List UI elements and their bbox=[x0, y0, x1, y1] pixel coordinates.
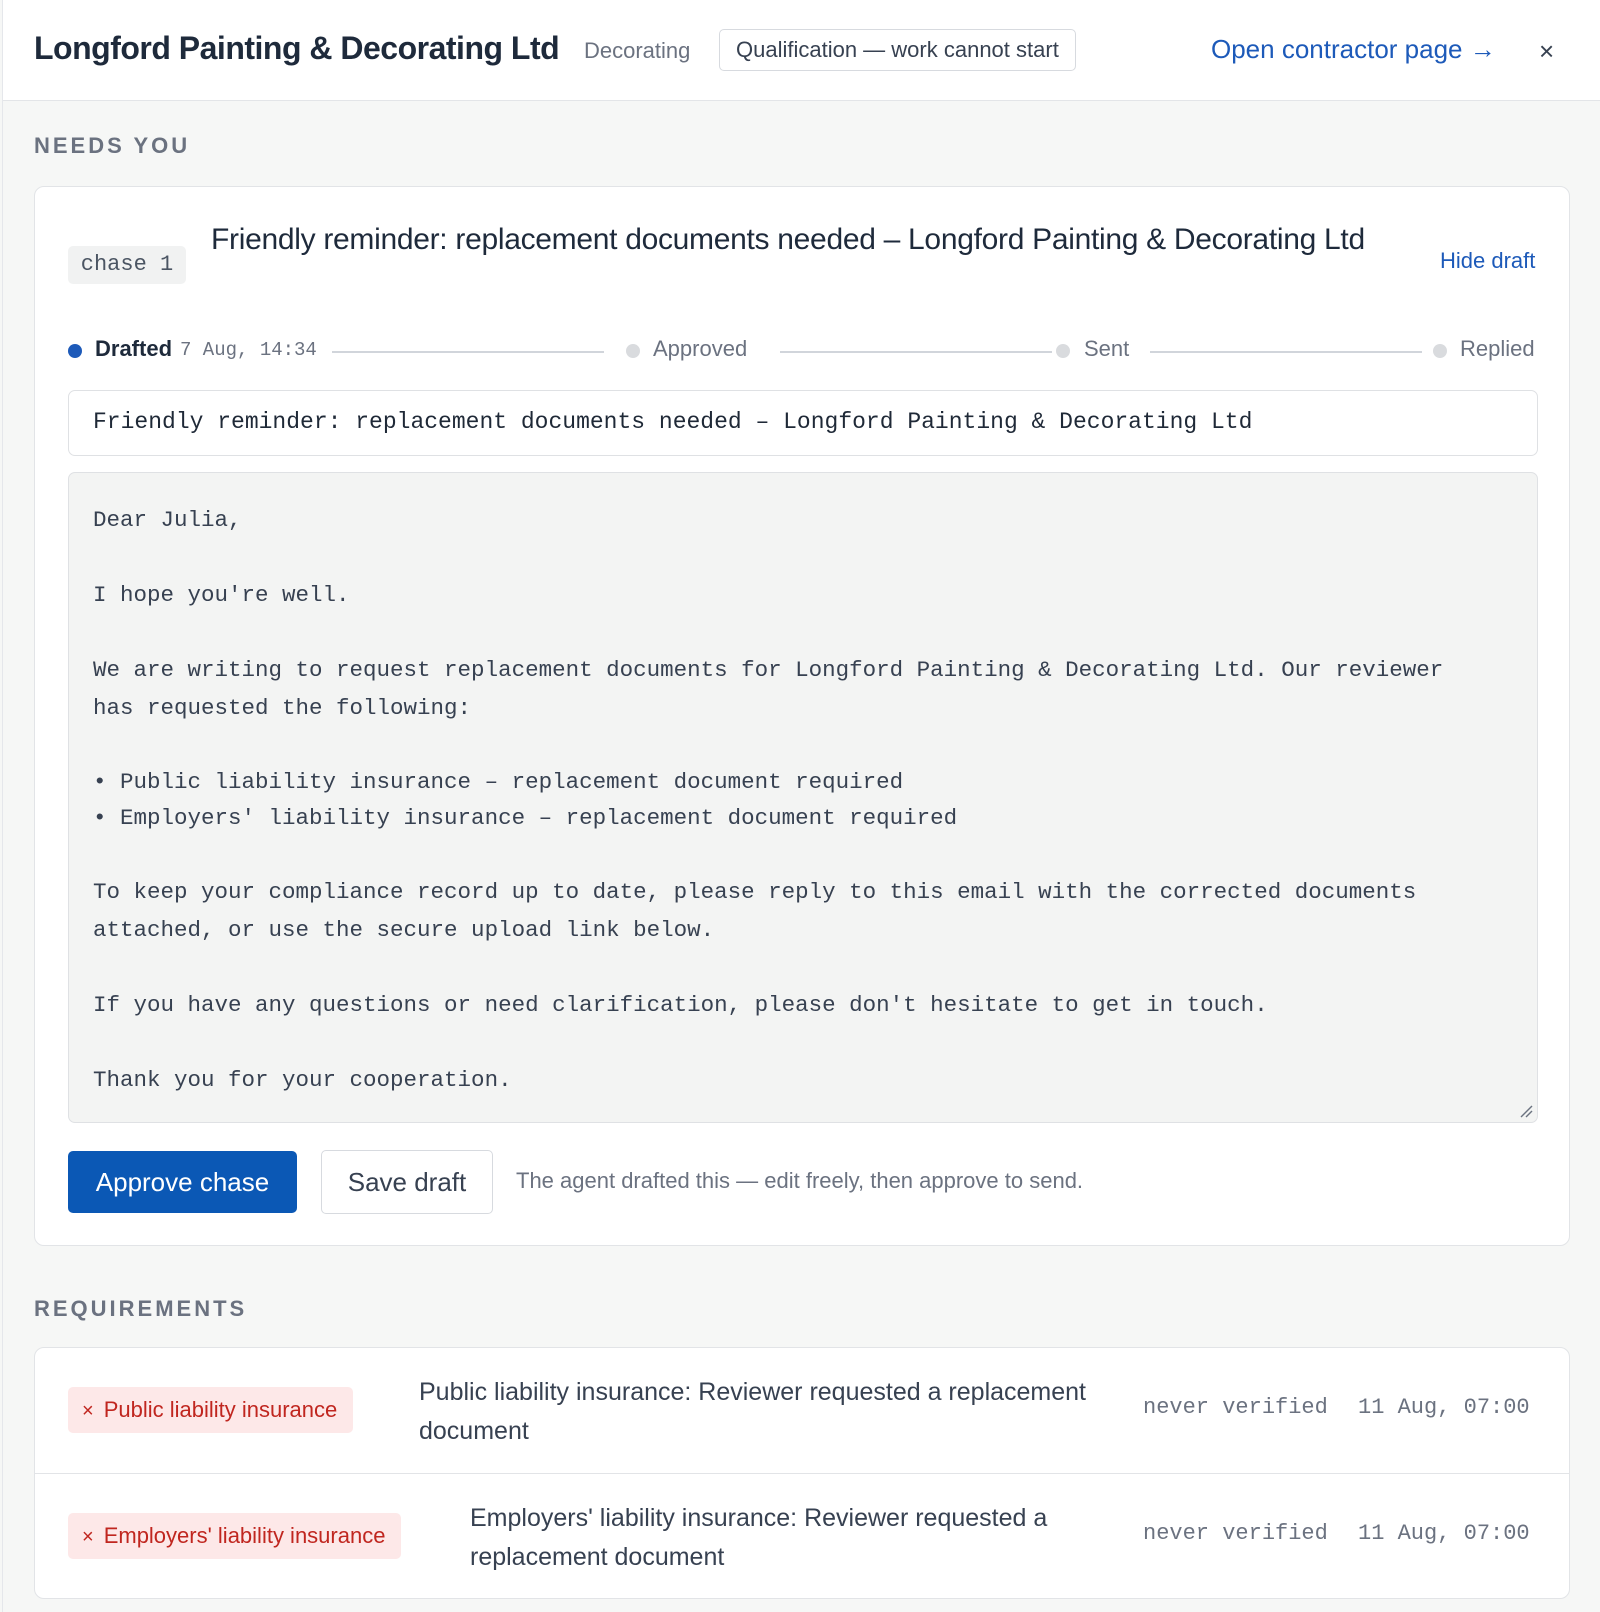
body-line: attached, or use the secure upload link below. bbox=[93, 917, 715, 943]
requirement-status-pill bbox=[68, 1387, 353, 1433]
timeline-time-drafted: 7 Aug, 14:34 bbox=[180, 339, 317, 361]
body-greeting: Dear Julia, bbox=[93, 507, 242, 533]
requirements-list bbox=[34, 1347, 1570, 1599]
requirement-verified: never verified bbox=[1143, 1395, 1328, 1420]
requirement-description: Public liability insurance: Reviewer requested a replacement document bbox=[419, 1378, 1087, 1445]
timeline-dot-replied bbox=[1433, 344, 1447, 358]
chase-timeline bbox=[68, 335, 1538, 365]
body-line: To keep your compliance record up to date, please reply to this email with the corrected documents bbox=[93, 879, 1417, 905]
requirement-verified: never verified bbox=[1143, 1521, 1328, 1546]
close-icon[interactable]: × bbox=[1539, 36, 1555, 66]
x-icon: × bbox=[82, 1400, 94, 1422]
approve-chase-button[interactable]: Approve chase bbox=[68, 1151, 297, 1213]
timeline-connector bbox=[780, 351, 1052, 353]
requirement-name: Employers' liability insurance bbox=[103, 1523, 386, 1548]
body-closing: Thank you for your cooperation. bbox=[93, 1067, 512, 1093]
timeline-dot-approved bbox=[626, 344, 640, 358]
requirement-name: Public liability insurance bbox=[103, 1397, 338, 1422]
requirements-heading: REQUIREMENTS bbox=[34, 1296, 248, 1321]
timeline-label-approved: Approved bbox=[653, 336, 748, 361]
timeline-dot-sent bbox=[1056, 344, 1070, 358]
email-subject-field[interactable]: Friendly reminder: replacement documents needed – Longford Painting & Decorating Ltd bbox=[68, 390, 1538, 456]
status-badge: Qualification — work cannot start bbox=[719, 29, 1076, 71]
draft-hint: The agent drafted this — edit freely, then approve to send. bbox=[516, 1168, 1084, 1193]
email-body-text[interactable] bbox=[93, 501, 1513, 1099]
timeline-label-drafted: Drafted bbox=[95, 336, 173, 361]
body-line: If you have any questions or need clarification, please don't hesitate to get in touch. bbox=[93, 992, 1268, 1018]
resize-handle-icon[interactable] bbox=[1519, 1104, 1533, 1118]
chase-card bbox=[34, 186, 1570, 1246]
open-contractor-page-link[interactable]: Open contractor page → bbox=[1211, 34, 1496, 64]
timeline-connector bbox=[1150, 351, 1422, 353]
x-icon: × bbox=[82, 1526, 94, 1548]
chase-badge: chase 1 bbox=[68, 246, 186, 284]
requirement-row[interactable] bbox=[35, 1473, 1569, 1598]
contractor-name: Longford Painting & Decorating Ltd bbox=[34, 30, 560, 66]
body-bullet: • Employers' liability insurance – replacement document required bbox=[93, 805, 958, 831]
chase-title: Friendly reminder: replacement documents needed – Longford Painting & Decorating Ltd bbox=[211, 223, 1365, 256]
requirement-date: 11 Aug, 07:00 bbox=[1358, 1395, 1530, 1420]
timeline-dot-drafted bbox=[68, 344, 82, 358]
requirement-row[interactable] bbox=[35, 1348, 1569, 1473]
hide-draft-link[interactable]: Hide draft bbox=[1440, 248, 1536, 273]
timeline-label-sent: Sent bbox=[1084, 336, 1130, 361]
body-line: We are writing to request replacement documents for Longford Painting & Decorating Ltd. Our reviewer bbox=[93, 657, 1444, 683]
needs-you-heading: NEEDS YOU bbox=[34, 133, 191, 158]
body-bullet: • Public liability insurance – replacement document required bbox=[93, 769, 904, 795]
requirement-description: Employers' liability insurance: Reviewer requested a replacement document bbox=[470, 1504, 1048, 1571]
contractor-panel bbox=[2, 0, 1600, 1612]
body-line: I hope you're well. bbox=[93, 582, 350, 608]
contractor-trade: Decorating bbox=[584, 38, 691, 63]
panel-header bbox=[3, 0, 1600, 101]
requirement-status-pill bbox=[68, 1513, 401, 1559]
timeline-connector bbox=[332, 351, 604, 353]
timeline-label-replied: Replied bbox=[1460, 336, 1535, 361]
email-body-editor[interactable] bbox=[68, 472, 1538, 1123]
body-line: has requested the following: bbox=[93, 695, 472, 721]
save-draft-button[interactable]: Save draft bbox=[321, 1150, 493, 1214]
requirement-date: 11 Aug, 07:00 bbox=[1358, 1521, 1530, 1546]
